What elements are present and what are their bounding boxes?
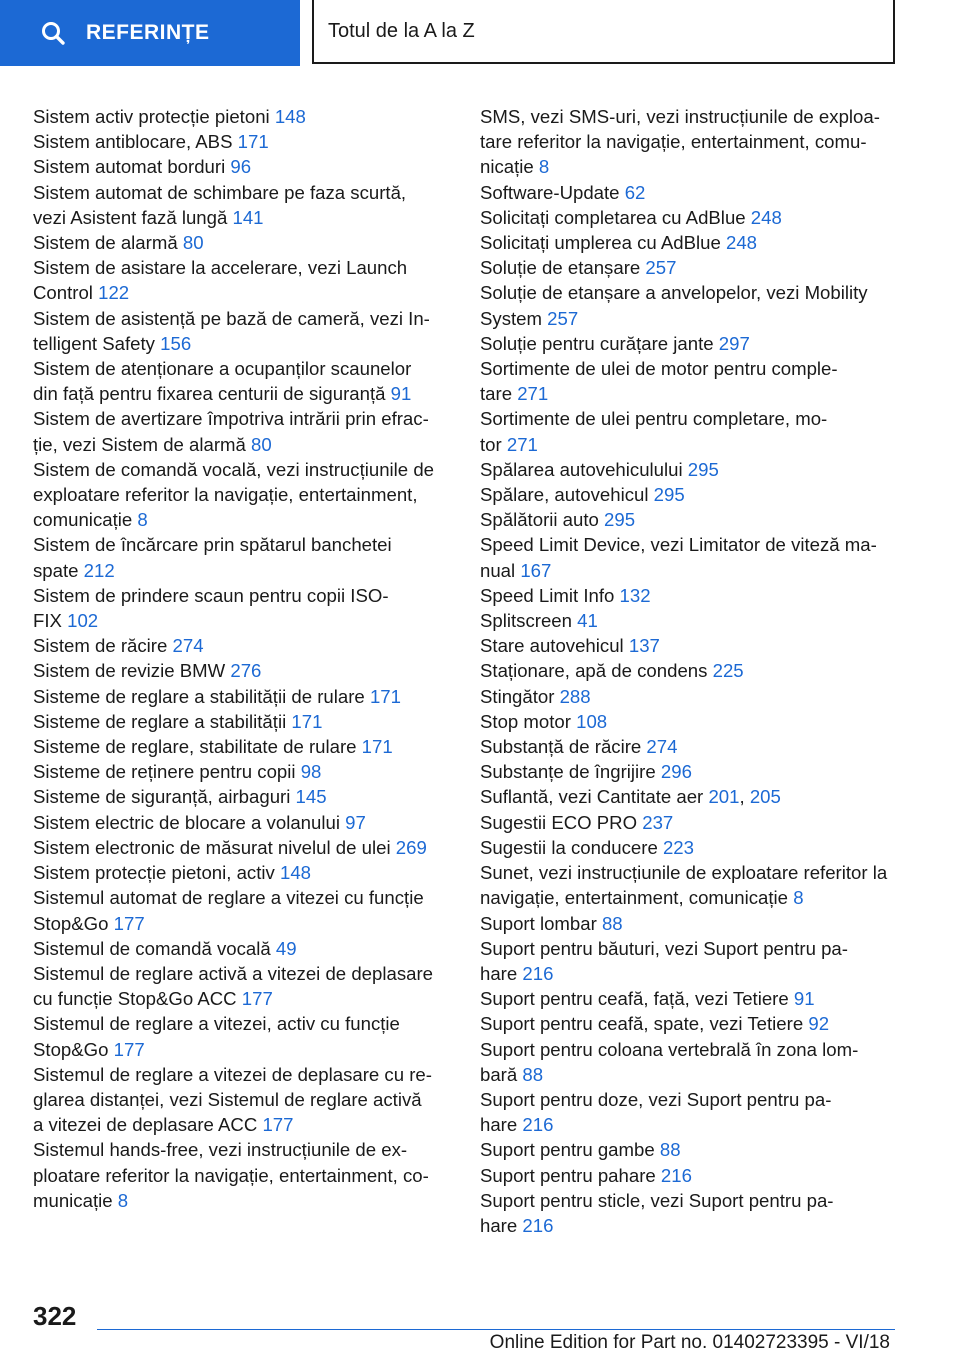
index-entry <box>480 1188 898 1238</box>
index-entry-text: a vitezei de deplasare ACC 177 <box>33 1114 294 1136</box>
index-entry <box>33 784 451 809</box>
page-link[interactable]: 148 <box>280 862 312 884</box>
index-entry-text: Sistemul de reglare activă a vitezei de deplasare <box>33 962 433 984</box>
page-link[interactable]: 92 <box>808 1013 830 1035</box>
index-entry-text: Stop motor 108 <box>480 710 608 732</box>
index-entry <box>480 406 898 456</box>
index-entry-text: Suport pentru ceafă, față, vezi Tetiere 91 <box>480 988 815 1010</box>
footer-divider <box>97 1329 895 1330</box>
index-entry <box>480 1011 898 1036</box>
index-entry-text: Solicitați umplerea cu AdBlue 248 <box>480 232 758 254</box>
index-entry <box>33 885 451 935</box>
index-entry <box>33 709 451 734</box>
index-entry-text: Sistemul de reglare a vitezei de deplasare cu re- <box>33 1063 432 1085</box>
index-entry-text: Stare autovehicul 137 <box>480 635 660 657</box>
index-entry <box>480 331 898 356</box>
index-entry-text: Sistemul hands-free, vezi instrucțiunile de ex- <box>33 1139 408 1161</box>
index-entry <box>480 1137 898 1162</box>
index-entry <box>480 180 898 205</box>
index-entry-text: Suport pentru ceafă, spate, vezi Tetiere 92 <box>480 1013 830 1035</box>
index-entry <box>480 784 898 809</box>
index-entry <box>33 860 451 885</box>
index-entry-text: Sistem activ protecție pietoni 148 <box>33 106 306 127</box>
index-entry <box>480 633 898 658</box>
index-entry <box>480 936 898 986</box>
page-link[interactable]: 177 <box>262 1114 294 1136</box>
page-link[interactable]: 88 <box>522 1063 544 1085</box>
page-link[interactable]: 257 <box>645 257 677 279</box>
tab-references-label: REFERINȚE <box>86 21 210 44</box>
index-entry <box>480 205 898 230</box>
index-entry <box>480 734 898 759</box>
page-link[interactable]: 274 <box>646 736 678 758</box>
page-link[interactable]: 296 <box>660 761 692 783</box>
index-entry <box>480 280 898 330</box>
index-entry-text: Soluție de etanșare 257 <box>480 257 677 279</box>
index-entry-text: Suport pentru pahare 216 <box>480 1164 692 1186</box>
index-entry-text: Sisteme de reținere pentru copii 98 <box>33 761 322 783</box>
page-link[interactable]: 177 <box>113 1038 145 1060</box>
page-link[interactable]: 225 <box>712 660 744 682</box>
page-link[interactable]: 8 <box>117 1189 129 1211</box>
index-entry <box>480 835 898 860</box>
index-entry-text: Suport pentru băuturi, vezi Suport pentru pa- <box>480 937 848 959</box>
index-entry-text: FIX 102 <box>33 610 99 632</box>
index-entry-text: Soluție pentru curățare jante 297 <box>480 332 750 354</box>
index-entry <box>33 835 451 860</box>
index-entry-text: exploatare referitor la navigație, entertainment, <box>33 484 418 506</box>
page-link[interactable]: 141 <box>232 206 264 228</box>
page-link[interactable]: 98 <box>300 761 322 783</box>
index-entry-text: Sistem de alarmă 80 <box>33 232 204 254</box>
index-entry-text: hare 216 <box>480 1114 554 1136</box>
index-entry-text: Solicitați completarea cu AdBlue 248 <box>480 206 782 228</box>
index-entry-text: Spălarea autovehiculului 295 <box>480 458 719 480</box>
index-entry-text: Sistemul automat de reglare a vitezei cu funcție <box>33 887 424 909</box>
edition-note: Online Edition for Part no. 01402723395 - VI/18 <box>489 1332 890 1353</box>
page-link[interactable]: 8 <box>538 156 550 178</box>
index-entry-text: Speed Limit Info 132 <box>480 584 651 606</box>
index-entry-text: Sistemul de comandă vocală 49 <box>33 937 297 959</box>
index-entry-text: Staționare, apă de condens 225 <box>480 660 744 682</box>
index-entry <box>33 734 451 759</box>
index-entry <box>480 759 898 784</box>
page-link[interactable]: 288 <box>559 685 591 707</box>
page-link[interactable]: 171 <box>237 131 269 153</box>
index-entry-text: Sortimente de ulei pentru completare, mo- <box>480 408 828 430</box>
page-link[interactable]: 49 <box>275 937 297 959</box>
index-entry <box>33 1011 451 1061</box>
index-entry-text: Sistem electric de blocare a volanului 97 <box>33 811 366 833</box>
index-entry-text: hare 216 <box>480 1214 554 1236</box>
index-entry-text: Sistem de atenționare a ocupanților scaunelor <box>33 358 412 380</box>
page-link[interactable]: 132 <box>619 584 651 606</box>
index-entry-text: Sistemul de reglare a vitezei, activ cu funcție <box>33 1013 400 1035</box>
page-link[interactable]: 167 <box>520 559 552 581</box>
index-entry-text: tor 271 <box>480 433 538 455</box>
header <box>0 0 960 66</box>
index-entry <box>480 860 898 910</box>
search-icon <box>40 20 66 46</box>
page-link[interactable]: 41 <box>577 610 598 632</box>
index-entry-text: Sistem de asistare la accelerare, vezi Launch <box>33 257 408 279</box>
index-entry <box>33 583 451 633</box>
page-link[interactable]: 248 <box>726 232 758 254</box>
index-entry-text: Sistem de avertizare împotriva intrării prin efrac- <box>33 408 429 430</box>
page-link[interactable]: 177 <box>241 988 273 1010</box>
index-entry-text: Sistem protecție pietoni, activ 148 <box>33 862 312 884</box>
index-entry-text: tare 271 <box>480 383 549 405</box>
index-entry-text: Suport pentru gambe 88 <box>480 1139 681 1161</box>
page-link[interactable]: 295 <box>604 509 636 531</box>
index-entry-text: Sisteme de reglare a stabilității de rulare 171 <box>33 685 401 707</box>
page-link[interactable]: 212 <box>83 559 115 581</box>
page-link[interactable]: 297 <box>718 332 750 354</box>
index-entry-text: telligent Safety 156 <box>33 332 192 354</box>
index-entry-text: cu funcție Stop&Go ACC 177 <box>33 988 273 1010</box>
index-entry-text: Sistem antiblocare, ABS 171 <box>33 131 269 153</box>
index-column-left <box>33 104 451 1213</box>
index-entry-text: hare 216 <box>480 962 554 984</box>
page-link[interactable]: 171 <box>361 736 393 758</box>
index-entry <box>480 507 898 532</box>
index-entry <box>480 684 898 709</box>
index-entry-text: Control 122 <box>33 282 130 304</box>
index-entry-text: Splitscreen 41 <box>480 610 598 632</box>
index-entry-text: Sistem de prindere scaun pentru copii ISO- <box>33 584 389 606</box>
page-link[interactable]: 171 <box>369 685 401 707</box>
page-link[interactable]: 257 <box>547 307 579 329</box>
index-entry-text: Software-Update 62 <box>480 181 646 203</box>
index-entry-text: System 257 <box>480 307 579 329</box>
index-entry <box>480 230 898 255</box>
index-entry <box>33 154 451 179</box>
index-entry-text: municație 8 <box>33 1189 129 1211</box>
page-link[interactable]: 274 <box>172 635 204 657</box>
index-entry-text: glarea distanței, vezi Sistemul de reglare activă <box>33 1088 422 1110</box>
page-link[interactable]: 148 <box>274 106 306 127</box>
page-link[interactable]: 216 <box>522 1214 554 1236</box>
index-entry-text: tare referitor la navigație, entertainment, comu- <box>480 131 867 153</box>
index-entry <box>480 658 898 683</box>
index-entry <box>33 684 451 709</box>
index-entry <box>33 230 451 255</box>
page-link[interactable]: 171 <box>291 710 323 732</box>
page-link[interactable]: 80 <box>182 232 204 254</box>
index-entry <box>480 532 898 582</box>
index-entry <box>33 356 451 406</box>
index-entry-text: Sistem electronic de măsurat nivelul de ulei 269 <box>33 836 427 858</box>
index-entry-text: nual 167 <box>480 559 552 581</box>
page-link[interactable]: 295 <box>687 458 719 480</box>
page-link[interactable]: 276 <box>230 660 262 682</box>
index-entry-text: Suport pentru sticle, vezi Suport pentru pa- <box>480 1189 834 1211</box>
page-link[interactable]: 137 <box>628 635 660 657</box>
index-entry-text: Suport pentru coloana vertebrală în zona lom- <box>480 1038 859 1060</box>
index-entry <box>33 180 451 230</box>
index-entry <box>33 633 451 658</box>
index-entry-text: Substanță de răcire 274 <box>480 736 678 758</box>
index-entry <box>480 356 898 406</box>
index-entry <box>33 255 451 305</box>
page-link[interactable]: 201 <box>708 786 740 808</box>
index-entry-text: Stop&Go 177 <box>33 1038 145 1060</box>
index-entry-text: Sisteme de reglare, stabilitate de rulare 171 <box>33 736 393 758</box>
page-link[interactable]: 91 <box>390 383 412 405</box>
index-entry-text: Sistem de revizie BMW 276 <box>33 660 262 682</box>
index-entry <box>480 911 898 936</box>
index-entry-text: Spălătorii auto 295 <box>480 509 636 531</box>
index-entry <box>480 583 898 608</box>
index-entry-text: Sugestii ECO PRO 237 <box>480 811 674 833</box>
page-number: 322 <box>33 1301 77 1331</box>
index-entry <box>33 1062 451 1138</box>
page-link[interactable]: 216 <box>660 1164 692 1186</box>
page-link[interactable]: 145 <box>295 786 327 808</box>
index-entry <box>480 709 898 734</box>
index-entry <box>480 1087 898 1137</box>
page-link[interactable]: 97 <box>345 811 366 833</box>
index-entry-text: Suflantă, vezi Cantitate aer 201, 205 <box>480 786 781 808</box>
index-entry <box>33 129 451 154</box>
index-entry <box>480 1163 898 1188</box>
index-column-right <box>480 104 898 1238</box>
page-link[interactable]: 156 <box>160 332 192 354</box>
index-entry <box>33 532 451 582</box>
page-link[interactable]: 122 <box>98 282 130 304</box>
index-entry-text: Stingător 288 <box>480 685 591 707</box>
index-entry-text: Stop&Go 177 <box>33 912 145 934</box>
page-link[interactable]: 216 <box>522 962 554 984</box>
page-link[interactable]: 91 <box>793 988 815 1010</box>
index-entry <box>480 608 898 633</box>
index-entry <box>480 986 898 1011</box>
page-link[interactable]: 223 <box>662 836 694 858</box>
index-entry-text: Sistem automat de schimbare pe faza scurtă, <box>33 181 407 203</box>
index-entry-text: spate 212 <box>33 559 115 581</box>
index-entry-text: Suport lombar 88 <box>480 912 623 934</box>
index-entry-text: Sisteme de siguranță, airbaguri 145 <box>33 786 327 808</box>
page-link[interactable]: 8 <box>793 887 804 909</box>
index-entry <box>33 406 451 456</box>
index-entry <box>33 759 451 784</box>
page-link[interactable]: 216 <box>522 1114 554 1136</box>
page-link[interactable]: 88 <box>659 1139 681 1161</box>
page-link[interactable]: 295 <box>653 484 685 506</box>
index-entry-text: vezi Asistent fază lungă 141 <box>33 206 264 228</box>
index-entry <box>33 306 451 356</box>
page-link[interactable]: 248 <box>750 206 782 228</box>
index-entry-text: Sisteme de reglare a stabilității 171 <box>33 710 323 732</box>
page-link[interactable]: 205 <box>749 786 781 808</box>
index-entry-text: Speed Limit Device, vezi Limitator de viteză ma- <box>480 534 877 556</box>
index-entry <box>33 936 451 961</box>
page-link[interactable]: 271 <box>517 383 549 405</box>
index-entry-text: Sunet, vezi instrucțiunile de exploatare referitor la <box>480 862 888 884</box>
page-link[interactable]: 80 <box>251 433 272 455</box>
index-entry-text: Sistem de încărcare prin spătarul banchetei <box>33 534 392 556</box>
page-link[interactable]: 108 <box>576 710 608 732</box>
index-entry-text: comunicație 8 <box>33 509 148 531</box>
index-entry-text: din față pentru fixarea centurii de siguranță 91 <box>33 383 412 405</box>
index-entry-text: Sistem de răcire 274 <box>33 635 204 657</box>
index-entry <box>480 1037 898 1087</box>
page-link[interactable]: 269 <box>395 836 427 858</box>
index-entry <box>33 658 451 683</box>
index-entry-text: ție, vezi Sistem de alarmă 80 <box>33 433 272 455</box>
index-entry <box>33 1137 451 1213</box>
page-link[interactable]: 8 <box>137 509 148 531</box>
page-link[interactable]: 102 <box>67 610 99 632</box>
page-link[interactable]: 271 <box>506 433 538 455</box>
index-entry <box>33 457 451 533</box>
page-link[interactable]: 62 <box>624 181 646 203</box>
index-entry-text: Sistem automat borduri 96 <box>33 156 252 178</box>
index-entry <box>480 104 898 180</box>
page-link[interactable]: 88 <box>601 912 623 934</box>
index-entry-text: Sugestii la conducere 223 <box>480 836 694 858</box>
index-entry-text: Spălare, autovehicul 295 <box>480 484 685 506</box>
index-entry-text: Sistem de comandă vocală, vezi instrucțiunile de <box>33 458 435 480</box>
index-entry-text: SMS, vezi SMS-uri, vezi instrucțiunile de exploa- <box>480 106 880 127</box>
index-entry-text: Sistem de asistență pe bază de cameră, vezi In- <box>33 307 430 329</box>
index-entry-text: Sortimente de ulei de motor pentru comple- <box>480 358 838 380</box>
index-entry-text: bară 88 <box>480 1063 544 1085</box>
page-link[interactable]: 237 <box>642 811 674 833</box>
page-link[interactable]: 96 <box>230 156 252 178</box>
index-entry <box>33 104 451 129</box>
index-entry-text: nicație 8 <box>480 156 550 178</box>
tab-references[interactable] <box>0 0 300 66</box>
index-entry-text: ploatare referitor la navigație, entertainment, co- <box>33 1164 429 1186</box>
index-entry <box>480 255 898 280</box>
index-entry <box>480 457 898 482</box>
page-link[interactable]: 177 <box>113 912 145 934</box>
index-entry-text: Soluție de etanșare a anvelopelor, vezi Mobility <box>480 282 868 304</box>
index-entry <box>33 961 451 1011</box>
tab-a-to-z[interactable] <box>312 0 895 64</box>
index-entry-text: Substanțe de îngrijire 296 <box>480 761 692 783</box>
index-entry <box>480 810 898 835</box>
index-entry <box>33 810 451 835</box>
index-entry-text: navigație, entertainment, comunicație 8 <box>480 887 804 909</box>
tab-a-to-z-label: Totul de la A la Z <box>328 19 475 42</box>
index-entry <box>480 482 898 507</box>
index-entry-text: Suport pentru doze, vezi Suport pentru pa- <box>480 1088 832 1110</box>
